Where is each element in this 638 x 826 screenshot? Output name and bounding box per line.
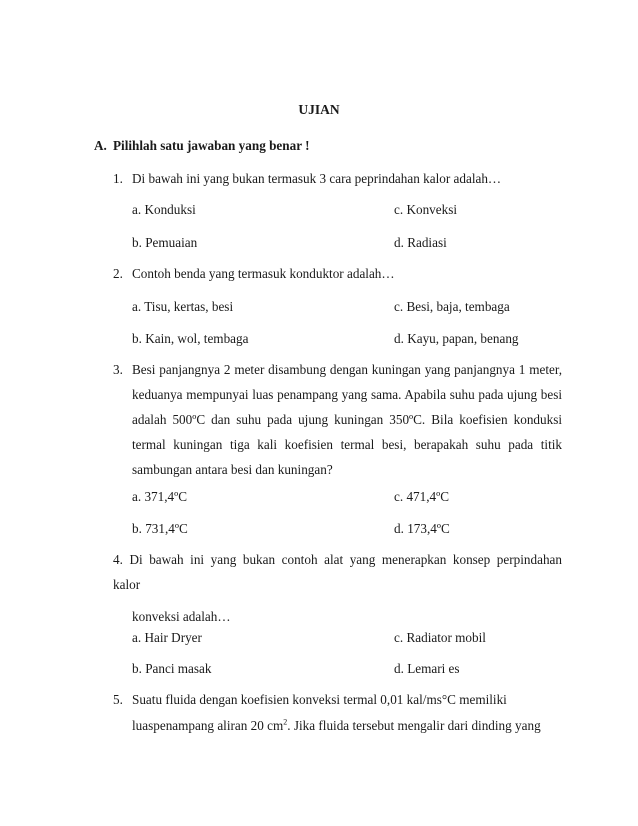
- squared-superscript: 2: [283, 717, 288, 727]
- question-3-line-3: adalah 500ºC dan suhu pada ujung kuningan 350ºC. Bila koefisien konduksi: [132, 412, 562, 427]
- question-1-option-d: d. Radiasi: [394, 235, 447, 250]
- question-1-number: 1.: [113, 171, 123, 186]
- question-4-line-2: kalor: [113, 577, 141, 592]
- question-4-option-b: b. Panci masak: [132, 661, 212, 676]
- question-5-line-2-post: . Jika fluida tersebut mengalir dari dinding yang: [287, 718, 541, 733]
- question-5-number: 5.: [113, 692, 123, 707]
- question-4-option-d: d. Lemari es: [394, 661, 460, 676]
- question-3-option-b: b. 731,4ºC: [132, 521, 188, 536]
- question-2-text: Contoh benda yang termasuk konduktor adalah…: [132, 266, 395, 281]
- question-4-line-1: 4. Di bawah ini yang bukan contoh alat yang menerapkan konsep perpindahan: [113, 552, 562, 567]
- question-3-line-4: termal kuningan tiga kali koefisien termal besi, berapakah suhu pada titik: [132, 437, 562, 452]
- question-3-option-d: d. 173,4ºC: [394, 521, 450, 536]
- question-2-option-c: c. Besi, baja, tembaga: [394, 299, 510, 314]
- question-4-line-3: konveksi adalah…: [132, 609, 231, 624]
- question-2-number: 2.: [113, 266, 123, 281]
- question-3-line-1: Besi panjangnya 2 meter disambung dengan kuningan yang panjangnya 1 meter,: [132, 362, 562, 377]
- question-3-option-a: a. 371,4ºC: [132, 489, 188, 504]
- question-2-option-a: a. Tisu, kertas, besi: [132, 299, 234, 314]
- question-3-option-c: c. 471,4ºC: [394, 489, 450, 504]
- question-1-text: Di bawah ini yang bukan termasuk 3 cara peprindahan kalor adalah…: [132, 171, 502, 186]
- question-1-option-a: a. Konduksi: [132, 202, 196, 217]
- question-5-line-1: Suatu fluida dengan koefisien konveksi termal 0,01 kal/ms°C memiliki: [132, 692, 507, 707]
- question-3-number: 3.: [113, 362, 123, 377]
- section-instruction: Pilihlah satu jawaban yang benar !: [113, 138, 310, 153]
- question-5-line-2: [132, 718, 541, 734]
- question-5-line-2-pre: luaspenampang aliran 20 cm: [132, 718, 284, 733]
- question-1-option-b: b. Pemuaian: [132, 235, 198, 250]
- question-1-option-c: c. Konveksi: [394, 202, 457, 217]
- section-label: A.: [94, 138, 107, 153]
- question-4-option-a: a. Hair Dryer: [132, 630, 202, 645]
- question-3-line-2: keduanya mempunyai luas penampang yang sama. Apabila suhu pada ujung besi: [132, 387, 562, 402]
- question-2-option-d: d. Kayu, papan, benang: [394, 331, 519, 346]
- question-3-line-5: sambungan antara besi dan kuningan?: [132, 462, 333, 477]
- question-4-option-c: c. Radiator mobil: [394, 630, 486, 645]
- question-2-option-b: b. Kain, wol, tembaga: [132, 331, 249, 346]
- page-title: UJIAN: [298, 102, 340, 117]
